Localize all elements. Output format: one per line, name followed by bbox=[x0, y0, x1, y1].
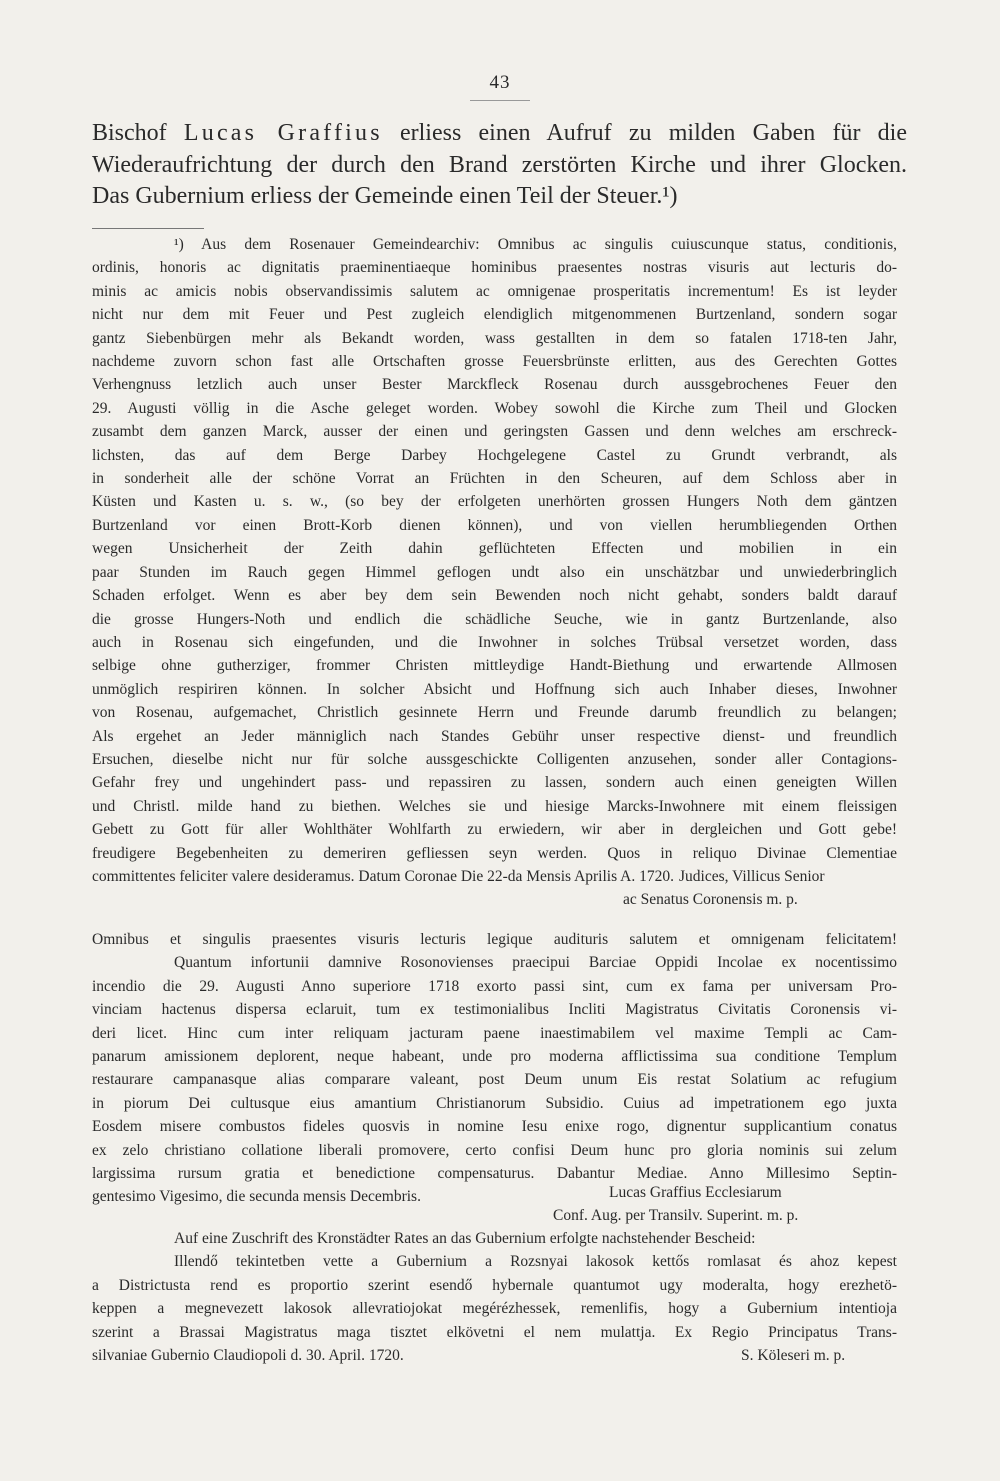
signature-line: Lucas Graffius Ecclesiarum bbox=[609, 1184, 782, 1201]
footnote-block bbox=[92, 233, 897, 888]
signature-line: S. Köleseri m. p. bbox=[741, 1347, 846, 1364]
chapter-heading bbox=[92, 118, 907, 213]
signature-line: Judices, Villicus Senior bbox=[679, 868, 825, 885]
footnote-rule bbox=[92, 228, 204, 229]
text-line: die grosse Hungers-Noth und endlich die schädliche Seuche, wie in gantz Burtzenlande, also bbox=[92, 610, 897, 628]
text-line: a Districtusta rend es proportio szerint esendő hybernale quantumot ugy moderalta, hogy erezhetö- bbox=[92, 1276, 897, 1294]
text-line: unmöglich respiriren können. In solcher Absicht und Hoffnung sich auch Inhaber dieses, Inwohner bbox=[92, 680, 897, 698]
text-line: minis ac amicis nobis observandissimis salutem ac omnigenae prosperitatis incrementum! Es ist leyder bbox=[92, 282, 897, 300]
text-line: Küsten und Kasten u. s. w., (so bey der erfolgeten unerhörten grossen Hungers Noth dem gäntzen bbox=[92, 493, 897, 511]
text-line: vinciam hactenus dispersa eclaruit, tum ex testimonialibus Incliti Magistratus Civitatis Coronensis vi- bbox=[92, 1001, 897, 1019]
text-line: gentesimo Vigesimo, die secunda mensis Decembris. bbox=[92, 1188, 421, 1206]
text-line: gantz Siebenbürgen mehr als Bekandt worden, wass gestallten in dem so fatalen 1718-ten Jahr, bbox=[92, 329, 897, 347]
text-line: in sonderheit alle der schöne Vorrat an Früchten in den Scheuren, auf dem Schloss aber in bbox=[92, 470, 897, 488]
text-line: wegen Unsicherheit der Zeith dahin geflüchteten Effecten und mobilien in ein bbox=[92, 540, 897, 558]
text-line: silvaniae Gubernio Claudiopoli d. 30. April. 1720. bbox=[92, 1347, 404, 1365]
text-line: ¹) Aus dem Rosenauer Gemeindearchiv: Omnibus ac singulis cuiuscunque status, conditionis, bbox=[174, 236, 897, 253]
text-line: panarum amissionem deplorent, neque habeant, unde pro moderna afflictissima sua conditione Templum bbox=[92, 1048, 897, 1066]
signature-line: Conf. Aug. per Transilv. Superint. m. p. bbox=[553, 1207, 799, 1224]
text-line: committentes feliciter valere desideramus. Datum Coronae Die 22-da Mensis Aprilis A. 1720. bbox=[92, 867, 674, 885]
latin-letter-block bbox=[92, 928, 897, 1209]
text-line: ordinis, honoris ac dignitatis praeminentiaeque hominibus praesentes nostras visuris aut lecturis do- bbox=[92, 259, 897, 277]
text-line: Als ergehet an Jeder männiglich nach Standes Gebühr unser respective dienst- und freundlich bbox=[92, 727, 897, 745]
text-line: Auf eine Zuschrift des Kronstädter Rates an das Gubernium erfolgte nachstehender Bescheid: bbox=[174, 1230, 756, 1247]
heading-line bbox=[92, 118, 907, 150]
text-line: Illendő tekintetben vette a Gubernium a Rozsnyai lakosok kettős romlasat és ahoz kepest bbox=[174, 1253, 897, 1271]
text-line: 29. Augusti völlig in die Asche geleget worden. Wobey sowohl die Kirche zum Theil und Glocken bbox=[92, 399, 897, 417]
text-line: restaurare campanasque alias comparare valeant, post Deum unum Eis restat Solatium ac refugium bbox=[92, 1071, 897, 1089]
text-line: Gebett zu Gott für aller Wohlthäter Wohlfarth zu erwiedern, wir aber in dergleichen und Gott gebe! bbox=[92, 821, 897, 839]
text-line: Burtzenland vor einen Brott-Korb dienen können), und von viellen herumbliegenden Orthen bbox=[92, 516, 897, 534]
text-line: incendio die 29. Augusti Anno superiore 1718 exorto passi sint, cum ex fama per universam Pro- bbox=[92, 977, 897, 995]
heading-line: Wiederaufrichtung der durch den Brand zerstörten Kirche und ihrer Glocken. bbox=[92, 151, 907, 178]
heading-text: Bischof bbox=[92, 120, 184, 146]
heading-text: erliess einen Aufruf zu milden Gaben für die bbox=[382, 120, 907, 146]
text-line: paar Stunden im Rauch gegen Himmel geflogen undt also ein unschätzbar und unwiederbringlich bbox=[92, 563, 897, 581]
text-line: deri licet. Hinc cum inter reliquam jacturam paene inaestimabilem vel maxime Templi ac Cam- bbox=[92, 1024, 897, 1042]
text-line: Eosdem misere combustos fideles quosvis in nomine Iesu enixe rogo, dignentur supplicantium conatus bbox=[92, 1118, 897, 1136]
text-line: nachdeme zuvorn schon fast alle Ortschaften grosse Feuersbrünste erlitten, aus des Gerechten Gottes bbox=[92, 353, 897, 371]
text-line: largissima rursum gratia et benedictione compensaturus. Dabantur Mediae. Anno Millesimo Septin- bbox=[92, 1165, 897, 1183]
text-line: auch in Rosenau sich eingefunden, und die Inwohner in solches Trübsal versetzet worden, dass bbox=[92, 633, 897, 651]
text-line: selbige ohne gutherziger, frommer Christen mittleydige Handt-Biethung und erwartende Allmosen bbox=[92, 657, 897, 675]
text-line: zusambt dem ganzen Marck, ausser der einen und geringsten Gassen und denn welches am erschreck- bbox=[92, 423, 897, 441]
text-line: Ersuchen, dieselbe nicht nur für solche aussgeschickte Colligenten anzusehen, sonder aller Contagions- bbox=[92, 750, 897, 768]
text-line: freudigere Begebenheiten zu demeriren gefliessen seyn werden. Quos in reliquo Divinae Clementiae bbox=[92, 844, 897, 862]
text-line: Verhengnuss letzlich auch unser Bester Marckfleck Rosenau durch aussgebrochenes Feuer den bbox=[92, 376, 897, 394]
text-line: und Christl. milde hand zu biethen. Welches sie und hiesige Marcks-Inwohnere mit einem fleissigen bbox=[92, 797, 897, 815]
heading-line: Das Gubernium erliess der Gemeinde einen Teil der Steuer.¹) bbox=[92, 183, 678, 209]
text-line: Gefahr frey und ungehindert pass- und repassiren zu lassen, sondern auch einen geneigten Willen bbox=[92, 774, 897, 792]
text-line: szerint a Brassai Magistratus maga tisztet elkövetni el nem mulattja. Ex Regio Principatus Trans- bbox=[92, 1323, 897, 1341]
heading-name-spaced: Lucas Graffius bbox=[183, 120, 383, 146]
text-line: in piorum Dei cultusque eius amantium Christianorum Subsidio. Cuius ad impetrationem ego juxta bbox=[92, 1094, 897, 1112]
text-line: lichsten, das auf dem Berge Darbey Hochgelegene Castel zu Grundt verbrandt, als bbox=[92, 446, 897, 464]
text-line: von Rosenau, aufgemachet, Christlich gesinnete Herrn und Freunde darumb freundlich zu belangen; bbox=[92, 704, 897, 722]
text-line: Omnibus et singulis praesentes visuris lecturis legique audituris salutem et omnigenam felicitatem! bbox=[92, 931, 897, 948]
text-line: keppen a megnevezett lakosok allevratiojokat megérézhessek, remenlifis, hogy a Gubernium intentioja bbox=[92, 1300, 897, 1318]
page-number: 43 bbox=[470, 72, 530, 101]
text-line: Quantum infortunii damnive Rosonovienses praecipui Barciae Oppidi Incolae ex nocentissimo bbox=[174, 954, 897, 972]
text-line: nicht nur dem mit Feuer und Pest zugleich elendiglich mitgenommenen Burtzenland, sondern sogar bbox=[92, 306, 897, 324]
signature-line: ac Senatus Coronensis m. p. bbox=[623, 891, 798, 908]
text-line: ex zelo christiano collatione liberali promovere, certo confisi Deum hunc pro gloria nominis sui zelum bbox=[92, 1141, 897, 1159]
text-line: Schaden erfolget. Wenn es aber bey dem sein Bewenden noch nicht gehabt, sonders baldt darauf bbox=[92, 587, 897, 605]
